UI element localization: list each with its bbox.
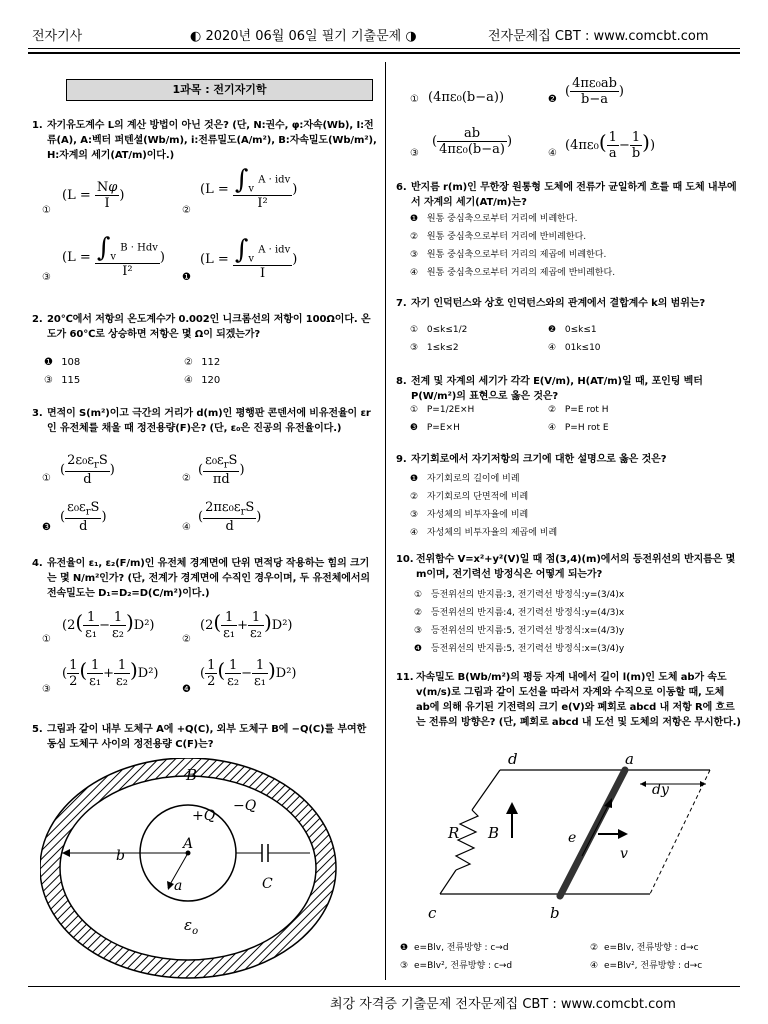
option-text: 등전위선의 반지름:5, 전기력선 방정식:x=(3/4)y: [430, 644, 625, 654]
q5-option-3-formula[interactable]: ( $\frac{ab}{\text{4πε₀(b−a)}}$ ): [432, 126, 513, 157]
question-number: 4.: [32, 558, 43, 569]
question-4: [32, 556, 377, 601]
option-marker: ③: [414, 626, 423, 636]
option-text: 자기회로의 길이에 비례: [426, 474, 520, 484]
q3-option-2-marker[interactable]: ②: [182, 473, 191, 484]
q5-option-2-marker[interactable]: ❷: [548, 94, 557, 105]
option-marker: ③: [44, 375, 53, 386]
question-text: 유전율이 ε₁, ε₂(F/m)인 유전체 경계면에 단위 면적당 작용하는 힘의 크기는 몇 N/m²인가? (단, 전계가 경계면에 수직인 경우이며, 두 유전체에서의 전속밀도는 D₁=D₂=D(C/m²)이다.): [47, 558, 370, 599]
option-marker: ❸: [410, 423, 419, 433]
question-1: [32, 118, 377, 163]
q6-option-4[interactable]: [410, 265, 615, 278]
svg-text:εo: $\varepsilon_o$: [184, 916, 199, 937]
q3-option-4-formula[interactable]: ( $\frac{2\pi\varepsilon_0\varepsilon_rS}{d}$ ): [198, 500, 262, 534]
option-text: e=Blv, 전류방향 : c→d: [414, 943, 509, 953]
question-number: 11.: [396, 672, 414, 683]
option-marker: ④: [548, 423, 557, 433]
q1-option-1-formula[interactable]: (L = $\frac{N\varphi}{I}$ ): [62, 180, 125, 211]
q5-option-4-marker[interactable]: ④: [548, 148, 557, 159]
question-number: 9.: [396, 454, 407, 465]
question-text: 전위함수 V=x²+y²(V)일 때 점(3,4)(m)에서의 등전위선의 반지름은 몇 m이며, 전기력선 방정식은 어떻게 되는가?: [416, 554, 736, 580]
q8-option-3[interactable]: [410, 423, 460, 433]
q1-option-1-marker[interactable]: ①: [42, 205, 51, 216]
q1-option-2-formula[interactable]: (L = $\frac{\int_v ^{A \cdot idv}}{\text{I²}}$ ): [200, 165, 298, 211]
question-text: 그림과 같이 내부 도체구 A에 +Q(C), 외부 도체구 B에 −Q(C)를 부여한 동심 도체구 사이의 정전용량 C(F)는?: [47, 724, 367, 750]
option-text: e=Blv², 전류방향 : d→c: [604, 961, 703, 971]
q1-option-3-formula[interactable]: (L = $\frac{\int_v ^{B \cdot Hdv}}{\text{I²}}$ ): [62, 233, 165, 279]
q2-option-3[interactable]: [44, 375, 80, 386]
question-11: [396, 670, 741, 730]
question-6: [396, 180, 741, 210]
option-marker: ②: [184, 357, 193, 368]
q8-option-4[interactable]: [548, 423, 609, 433]
q9-option-1[interactable]: [410, 471, 520, 484]
option-text: 등전위선의 반지름:5, 전기력선 방정식:x=(4/3)y: [430, 626, 625, 636]
q4-option-4-marker[interactable]: ❹: [182, 684, 191, 695]
svg-text:C: C: [262, 876, 273, 892]
option-marker: ①: [410, 325, 419, 335]
q9-option-4[interactable]: [410, 525, 557, 538]
q9-option-2[interactable]: [410, 489, 528, 502]
option-text: 원통 중심축으로부터 거리의 제곱에 반비례한다.: [426, 268, 616, 278]
question-text: 자기유도계수 L의 계산 방법이 아닌 것은? (단, N:권수, φ:자속(Wb), I:전류(A), A:벡터 퍼텐셜(Wb/m), i:전류밀도(A/m²), B:자속밀도(Wb/m²), H:자계의 세기(AT/m)이다.): [47, 120, 377, 161]
question-text: 전계 및 자계의 세기가 각각 E(V/m), H(AT/m)일 때, 포인팅 벡터 P(W/m²)의 표현으로 옳은 것은?: [411, 376, 703, 402]
q10-option-2[interactable]: [414, 605, 624, 618]
svg-text:d: d: [508, 750, 518, 768]
q4-option-1-formula[interactable]: (2( $\frac{1}{\text{ε₁}}$ − $\frac{1}{\text{ε₂}}$ )D²): [62, 610, 155, 641]
q9-option-3[interactable]: [410, 507, 528, 520]
option-marker: ④: [410, 268, 419, 278]
option-text: P=E×H: [426, 423, 460, 433]
option-text: 등전위선의 반지름:3, 전기력선 방정식:y=(3/4)x: [430, 590, 625, 600]
option-text: P=H rot E: [564, 423, 609, 433]
q4-option-2-marker[interactable]: ②: [182, 634, 191, 645]
question-text: 자기회로에서 자기저항의 크기에 대한 설명으로 옳은 것은?: [411, 454, 667, 465]
option-marker: ❶: [410, 214, 419, 224]
option-marker: ④: [184, 375, 193, 386]
option-marker: ②: [548, 405, 557, 415]
q1-option-4-marker[interactable]: ❶: [182, 272, 191, 283]
question-7: [396, 296, 741, 311]
question-5: [32, 722, 377, 752]
option-marker: ②: [414, 608, 423, 618]
svg-text:B: B: [186, 766, 198, 784]
q2-option-4[interactable]: [184, 375, 220, 386]
option-text: 01k≤10: [564, 343, 601, 353]
option-marker: ②: [590, 943, 599, 953]
option-marker: ③: [410, 250, 419, 260]
svg-text:dy: dy: [652, 782, 669, 798]
q3-option-1-formula[interactable]: ( $\frac{2\varepsilon_0\varepsilon_rS}{d}$ ): [60, 453, 115, 487]
question-text: 반지름 r(m)인 무한장 원통형 도체에 전류가 균일하게 흐를 때 도체 내부에서 자계의 세기(AT/m)는?: [411, 182, 737, 208]
option-marker: ④: [410, 528, 419, 538]
q11-option-4[interactable]: [590, 958, 702, 971]
q10-option-1[interactable]: [414, 587, 624, 600]
q10-option-4[interactable]: [414, 641, 624, 654]
q6-option-1[interactable]: [410, 211, 577, 224]
option-marker: ❶: [400, 943, 409, 953]
option-text: 원통 중심축으로부터 거리의 제곱에 비례한다.: [426, 250, 607, 260]
option-marker: ④: [590, 961, 599, 971]
option-text: 원통 중심축으로부터 거리에 반비례한다.: [426, 232, 587, 242]
q4-option-1-marker[interactable]: ①: [42, 634, 51, 645]
question-number: 7.: [396, 298, 407, 309]
question-number: 5.: [32, 724, 43, 735]
svg-text:A: A: [183, 836, 194, 852]
q2-option-1[interactable]: [44, 357, 80, 368]
svg-text:b: b: [550, 904, 560, 922]
question-number: 8.: [396, 376, 407, 387]
q8-option-1[interactable]: [410, 405, 474, 415]
svg-text:+Q: +Q: [192, 808, 216, 824]
q6-option-3[interactable]: [410, 247, 606, 260]
q3-option-3-marker[interactable]: ❸: [42, 522, 51, 533]
option-text: 등전위선의 반지름:4, 전기력선 방정식:y=(4/3)x: [430, 608, 625, 618]
option-text: 자성체의 비투자율의 제곱에 비례: [426, 528, 558, 538]
q7-option-4[interactable]: [548, 343, 601, 353]
svg-text:a: a: [625, 750, 634, 768]
option-text: 108: [61, 357, 81, 368]
q3-option-4-marker[interactable]: ④: [182, 522, 191, 533]
option-text: e=Blv, 전류방향 : d→c: [604, 943, 699, 953]
q7-option-3[interactable]: [410, 343, 459, 353]
question-2: [32, 312, 377, 342]
q7-option-1[interactable]: [410, 325, 467, 335]
q3-option-2-formula[interactable]: ( $\frac{\varepsilon_0\varepsilon_rS}{\pi d}$ ): [198, 453, 245, 487]
question-text: 20℃에서 저항의 온도계수가 0.002인 니크롬선의 저항이 100Ω이다. 온도가 60℃로 상승하면 저항은 몇 Ω이 되겠는가?: [47, 314, 371, 340]
svg-text:a: a: [174, 878, 183, 894]
q11-option-1[interactable]: [400, 940, 509, 953]
column-divider: [385, 62, 386, 980]
option-marker: ③: [410, 510, 419, 520]
q5-option-2-formula[interactable]: ( $\frac{\text{4πε₀ab}}{b-a}$ ): [565, 76, 624, 107]
q4-option-4-formula[interactable]: ( $\frac{1}{2}$ ( $\frac{1}{\text{ε₂}}$ − $\frac{1}{\text{ε₁}}$ )D²): [200, 658, 297, 689]
question-number: 1.: [32, 120, 43, 131]
question-number: 2.: [32, 314, 43, 325]
svg-text:R: R: [448, 824, 460, 842]
question-number: 3.: [32, 408, 43, 419]
option-text: e=Blv², 전류방향 : c→d: [414, 961, 513, 971]
q1-option-4-formula[interactable]: (L = $\frac{\int_v ^{A \cdot idv}}{I}$ ): [200, 235, 298, 281]
q1-option-3-marker[interactable]: ③: [42, 272, 51, 283]
q10-option-3[interactable]: [414, 623, 624, 636]
question-8: [396, 374, 741, 404]
question-number: 10.: [396, 554, 414, 565]
option-text: 1≤k≤2: [426, 343, 459, 353]
svg-text:B: B: [488, 824, 500, 842]
question-10: [396, 552, 741, 582]
option-marker: ①: [410, 405, 419, 415]
option-text: 0≤k≤1/2: [426, 325, 468, 335]
question-3: [32, 406, 377, 436]
q4-option-3-marker[interactable]: ③: [42, 684, 51, 695]
option-marker: ①: [414, 590, 423, 600]
svg-text:b: b: [116, 848, 125, 864]
q7-option-2[interactable]: [548, 325, 597, 335]
option-marker: ❷: [548, 325, 557, 335]
q4-option-2-formula[interactable]: (2( $\frac{1}{\text{ε₁}}$ + $\frac{1}{\text{ε₂}}$ )D²): [200, 610, 293, 641]
option-text: 120: [201, 375, 221, 386]
q11-option-3[interactable]: [400, 958, 512, 971]
question-number: 6.: [396, 182, 407, 193]
option-marker: ❶: [44, 357, 53, 368]
q5-option-1-formula[interactable]: (4πε₀(b−a)): [428, 90, 505, 105]
q11-conductor-rail-figure: [420, 746, 720, 930]
question-text: 면적이 S(m²)이고 극간의 거리가 d(m)인 평행판 콘덴서에 비유전율이 εr인 유전체를 채울 때 정전용량(F)은? (단, ε₀은 진공의 유전율이다.): [47, 408, 371, 434]
option-text: 원통 중심축으로부터 거리에 비례한다.: [426, 214, 578, 224]
q1-option-2-marker[interactable]: ②: [182, 205, 191, 216]
option-marker: ③: [400, 961, 409, 971]
subject-title: 1과목 : 전기자기학: [66, 79, 373, 101]
question-9: [396, 452, 741, 467]
q5-option-4-formula[interactable]: (4πε₀( $\frac{1}{a}$ − $\frac{1}{b}$ )): [565, 130, 656, 161]
option-marker: ②: [410, 232, 419, 242]
header-rule-thick: [28, 52, 740, 54]
option-marker: ❶: [410, 474, 419, 484]
option-text: P=1/2E×H: [426, 405, 475, 415]
footer-rule: [28, 986, 740, 987]
q3-option-3-formula[interactable]: ( $\frac{\varepsilon_0\varepsilon_rS}{d}$ ): [60, 500, 107, 534]
svg-text:v: v: [620, 846, 628, 862]
option-marker: ❹: [414, 644, 423, 654]
q11-option-2[interactable]: [590, 940, 699, 953]
q3-option-1-marker[interactable]: ①: [42, 473, 51, 484]
q5-concentric-sphere-figure: [40, 758, 340, 980]
q6-option-2[interactable]: [410, 229, 586, 242]
svg-text:c: c: [428, 904, 437, 922]
option-text: 자기회로의 단면적에 비례: [426, 492, 529, 502]
q5-option-1-marker[interactable]: ①: [410, 94, 419, 105]
q4-option-3-formula[interactable]: ( $\frac{1}{2}$ ( $\frac{1}{\text{ε₁}}$ + $\frac{1}{\text{ε₂}}$ )D²): [62, 658, 159, 689]
question-text: 자속밀도 B(Wb/m²)의 평등 자계 내에서 길이 l(m)인 도체 ab가 속도 v(m/s)로 그림과 같이 도선을 따라서 자계와 수직으로 이동할 때, 도체 ab에 의해 유기된 기전력의 크기 e(V)와 폐회로 abcd 내 저항 R에 흐르는 전류의 방향은? (단, 폐회로 abcd 내 도선 및 도체의 저항은 무시한다.): [416, 672, 741, 728]
question-text: 자기 인덕턴스와 상호 인덕턴스와의 관계에서 결합계수 k의 범위는?: [411, 298, 706, 309]
q5-option-3-marker[interactable]: ③: [410, 148, 419, 159]
option-text: P=E rot H: [564, 405, 609, 415]
svg-text:e: e: [568, 830, 577, 846]
header-exam-date: ◐ 2020년 06월 06일 필기 기출문제 ◑: [190, 29, 417, 44]
q8-option-2[interactable]: [548, 405, 609, 415]
footer-site: 최강 자격증 기출문제 전자문제집 CBT : www.comcbt.com: [330, 997, 676, 1012]
header-rule: [28, 48, 740, 49]
svg-text:−Q: −Q: [233, 798, 257, 814]
option-text: 112: [201, 357, 221, 368]
q2-option-2[interactable]: [184, 357, 220, 368]
option-text: 0≤k≤1: [564, 325, 597, 335]
option-marker: ②: [410, 492, 419, 502]
option-text: 115: [61, 375, 81, 386]
option-marker: ③: [410, 343, 419, 353]
header-exam-name: 전자기사: [32, 29, 83, 44]
option-text: 자성체의 비투자율에 비례: [426, 510, 529, 520]
header-site: 전자문제집 CBT : www.comcbt.com: [488, 29, 709, 44]
option-marker: ④: [548, 343, 557, 353]
